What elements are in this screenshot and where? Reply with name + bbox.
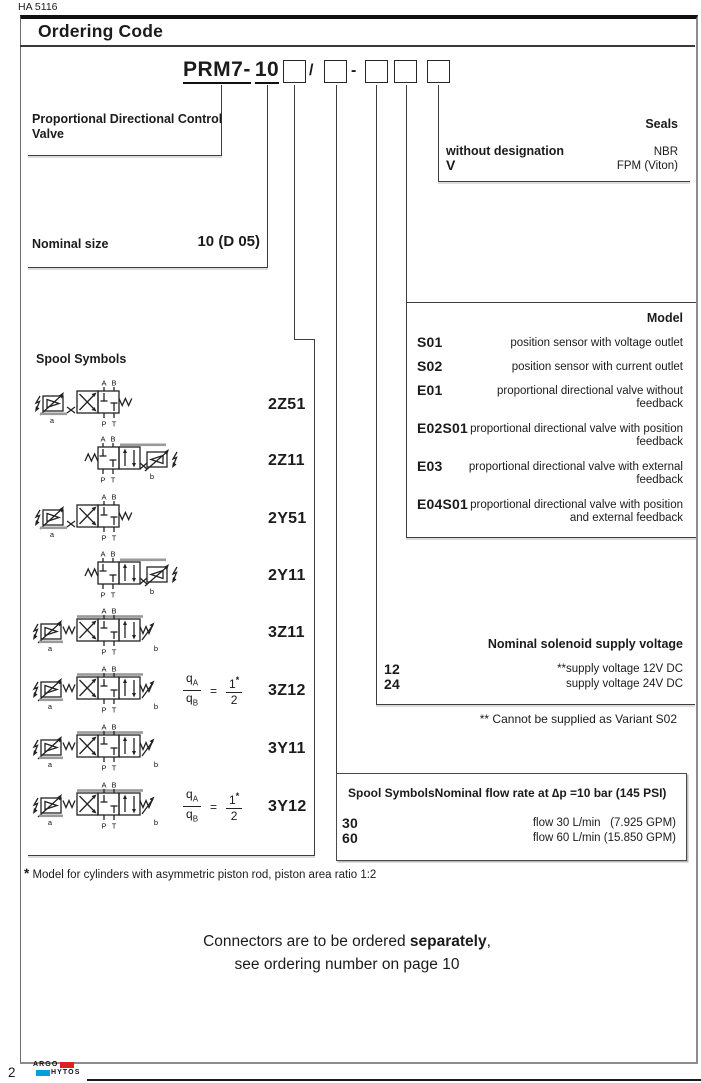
document-code: HA 5116 xyxy=(18,1,58,13)
model-code-e04s01: E04S01 xyxy=(417,496,469,512)
ordering-size: 10 xyxy=(255,58,279,84)
spool-code-3y12: 3Y12 xyxy=(268,798,307,815)
model-code-e03: E03 xyxy=(417,458,443,474)
spool-code-2y51: 2Y51 xyxy=(268,510,307,527)
voltage-note: ** Cannot be supplied as Variant S02 xyxy=(479,712,677,726)
model-box-underline xyxy=(406,537,696,538)
ordering-blank-1 xyxy=(283,60,306,83)
connectors-note xyxy=(97,930,597,976)
spool-diagram-2y51 xyxy=(33,493,133,545)
connectors-note-line1: Connectors are to be ordered separately, xyxy=(203,933,491,950)
ordering-blank-3 xyxy=(365,60,388,83)
ordering-blank-2 xyxy=(324,60,347,83)
brand-logo-red-box xyxy=(60,1062,74,1069)
flow-heading: Spool SymbolsNominal flow rate at ∆p =10 bar (145 PSI) xyxy=(348,786,667,800)
voltage-code-12: 12 xyxy=(384,661,400,677)
model-desc-s02: position sensor with current outlet xyxy=(511,361,683,373)
spool-code-3z11: 3Z11 xyxy=(268,624,305,641)
seal-desc-fpm: FPM (Viton) xyxy=(616,160,678,172)
voltage-desc-12: **supply voltage 12V DC xyxy=(557,663,683,675)
spool-diagram-3z11 xyxy=(31,607,161,659)
model-heading: Model xyxy=(646,311,683,325)
model-desc-e02s01: proportional directional valve with position feedback xyxy=(470,423,683,448)
flow-desc-30: flow 30 L/min (7.925 GPM) xyxy=(532,817,676,829)
model-code-s01: S01 xyxy=(417,334,443,350)
spool-diagram-3y12 xyxy=(31,781,161,833)
model-desc-e03: proportional directional valve with external feedback xyxy=(468,461,683,486)
flow-code-60: 60 xyxy=(342,830,358,846)
voltage-box-underline xyxy=(376,704,695,705)
brand-logo xyxy=(33,1061,79,1078)
seals-heading: Seals xyxy=(645,117,678,131)
ratio-lhs: $\frac{q_A}{q_B}$ xyxy=(183,672,201,710)
footnote-text: Model for cylinders with asymmetric piston rod, piston area ratio 1:2 xyxy=(29,869,377,881)
seal-code-v: V xyxy=(446,157,456,173)
flow-ratio-3y12: $\frac{q_A}{q_B}$ = $\frac{1^*}{2}$ xyxy=(183,788,242,826)
voltage-heading: Nominal solenoid supply voltage xyxy=(487,637,683,651)
ordering-prefix: PRM7- xyxy=(183,58,251,84)
connector-line-spool-a xyxy=(294,85,295,339)
model-code-s02: S02 xyxy=(417,358,443,374)
model-desc-s01: position sensor with voltage outlet xyxy=(510,337,683,349)
connector-line-model xyxy=(406,85,407,538)
spool-code-2z51: 2Z51 xyxy=(268,396,306,413)
spool-diagram-2y11 xyxy=(84,550,179,602)
voltage-code-24: 24 xyxy=(384,676,400,692)
ordering-code xyxy=(183,58,279,82)
connector-line-spool-b xyxy=(314,339,315,856)
footer-rule xyxy=(87,1079,701,1081)
nominal-size-label: Nominal size xyxy=(32,237,109,251)
seals-box-underline xyxy=(438,181,690,182)
valve-label-underline xyxy=(28,155,222,156)
seal-code-none: without designation xyxy=(446,144,565,158)
spool-symbols-label: Spool Symbols xyxy=(36,352,127,366)
spool-diagram-2z51 xyxy=(33,379,133,431)
flow-ratio-3z12: $\frac{q_A}{q_B}$ = $\frac{1^*}{2}$ xyxy=(183,672,242,710)
connector-line-spool-jog xyxy=(294,339,315,340)
voltage-desc-24: supply voltage 24V DC xyxy=(566,678,683,690)
flow-desc-60: flow 60 L/min (15.850 GPM) xyxy=(532,832,676,844)
ratio-rhs: $\frac{1^*}{2}$ xyxy=(226,790,242,823)
ordering-blank-5 xyxy=(427,60,450,83)
footnote xyxy=(24,866,376,881)
connector-line-flow xyxy=(336,85,337,773)
model-code-e02s01: E02S01 xyxy=(417,420,469,436)
spool-code-3y11: 3Y11 xyxy=(268,740,306,757)
model-desc-e01: proportional directional valve without feedback xyxy=(496,385,683,410)
ordering-dash: - xyxy=(351,62,357,79)
connectors-note-line2: see ordering number on page 10 xyxy=(234,956,460,973)
ratio-lhs: $\frac{q_A}{q_B}$ xyxy=(183,788,201,826)
spool-code-2z11: 2Z11 xyxy=(268,452,305,469)
spool-diagram-2z11 xyxy=(84,435,179,487)
brand-logo-hytos: HYTOS xyxy=(51,1069,81,1076)
spool-section-underline xyxy=(28,855,315,856)
nominal-size-value: 10 (D 05) xyxy=(197,233,260,250)
connector-line-seals xyxy=(438,85,439,182)
spool-diagram-3y11 xyxy=(31,723,161,775)
header-divider xyxy=(20,45,695,47)
model-box-topline xyxy=(406,302,696,303)
ordering-blank-4 xyxy=(394,60,417,83)
spool-code-2y11: 2Y11 xyxy=(268,567,306,584)
spool-code-3z12: 3Z12 xyxy=(268,682,306,699)
valve-label: Proportional Directional Control Valve xyxy=(32,112,223,141)
ordering-slash: / xyxy=(309,62,314,79)
ratio-rhs: $\frac{1^*}{2}$ xyxy=(226,674,242,707)
model-desc-e04s01: proportional directional valve with position and external feedback xyxy=(470,499,683,524)
seal-desc-nbr: NBR xyxy=(653,146,678,158)
size-label-underline xyxy=(28,267,268,268)
brand-logo-blue-box xyxy=(36,1070,50,1077)
flow-code-30: 30 xyxy=(342,815,358,831)
connector-line-voltage xyxy=(376,85,377,705)
spool-diagram-3z12 xyxy=(31,665,161,717)
footnote-star: * xyxy=(24,866,30,881)
brand-logo-argo: ARGO xyxy=(33,1061,59,1068)
page-number: 2 xyxy=(8,1065,16,1080)
connector-line-size xyxy=(267,85,268,268)
model-code-e01: E01 xyxy=(417,382,443,398)
page-title: Ordering Code xyxy=(38,21,164,41)
